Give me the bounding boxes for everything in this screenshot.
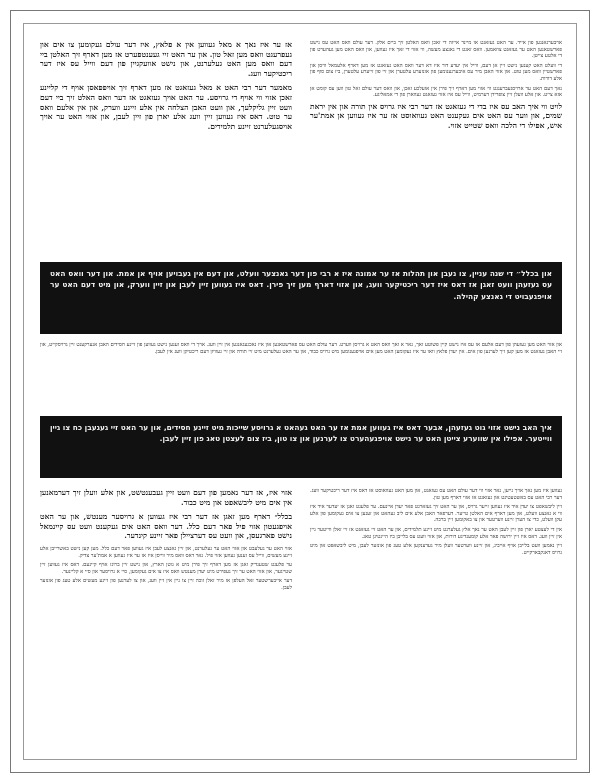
paragraph: ער פלעגט שטענדיק זאגן אז מען דארף זיך פירן מיט א גוטן הארץ, און נישט זיין ברוגז אויף קיינעם. דאס איז געווען זיין שטייגער, און אזוי האט ער זיך געפירט מיט יעדן מענטש וואס איז צו אים געקומען, סיי א גרויסער און סיי א קליינער.: [40, 562, 292, 575]
paragraph: נאך דעם האט ער ארויסגעברענגט ווי אזוי מען דארף זיך פירן אין אזעלכע זאכן, און וואס דער עולם זאל טון ווען עס קומט אן אזא צייט. און אלע וועלן זיין צופרידן דערמיט, ווייל עס איז אזוי געזאגט געווארן פון די אמאליגע.: [310, 85, 562, 99]
paragraph: דער אייבערשטער זאל העלפן אז מיר זאלן זוכה זיין צו גיין אין זיין וועג, און צו לערנען פון זיינע מעשים אלע טעג פון אונזער לעבן.: [40, 578, 292, 591]
bold-paragraph: אז ער איז נאך א מאל געווען אין א פלאץ, איז דער עולם געקומען צו אים און געפרעגט וואס מען זאל טון. און ער האט זיי געענטפערט אז מען דארף זיך האלטן ביי דעם וואס מען האט געלערנט, און נישט אוועקגיין פון דעם ווייל עס איז דער ריכטיקער וועג.: [40, 40, 292, 78]
lower-columns: [40, 488, 562, 735]
upper-left-column: [40, 40, 292, 252]
document-page: [40, 40, 562, 745]
paragraph: זיין ליבשאפט צו יעדן איד איז געווען זייער גרויס, און ער האט זיך געזארגט פאר יעדן איינעם. ער פלעגט זאגן אז יעדער איד איז ווי א גאנצע וועלט, און מען דארף אים האלטן טייער. דערפאר האבן אלע אים ליב געהאט און זענען צו אים געקומען פון אלע עקן וועלט, כדי צו הערן זיינע ווערטער און צו באקומען זיין ברכה.: [310, 504, 562, 524]
paragraph: אויבערגאנגען פון אייד. ער האט געזאגט או מיינד אייזה די זאכן וואס האלטן זיך ביים אלק. דער עולם וואס האט עס נישט פארשטאנען האט ער געזאגט צוזאמען. וואס זאגט די גאנצע מעשה, ווי אזוי די זאך איז געווען, און וואס האט מען געהערט פון די אלטע צייטן.: [310, 40, 562, 60]
bold-paragraph: מאמער דער רבי האט א מאל געזאגט אז מען דארף זיך אויפפאסן אויף די קליינע זאכן אזוי ווי אויף די גרויסע. ער האט אויך געזאגט אז דער וואס האלט זיך ביי דעם וועט זיין גליקלעך, און וועט האבן הצלחה אין אלע זיינע ווערק, און אין אלעם וואס ער טוט. דאס איז געווען זיין וועג אלע יארן פון זיין לעבן, און אזוי האט ער אויך אויסגעלערנט זיינע תלמידים.: [40, 83, 292, 131]
bold-paragraph: בכלל״ דארף מען זאגן אז דער רבי איז געווען א גרויסער מענטש, און ער האט אויפגעטון אזוי פיל פאר דעם כלל. דער וואס האט אים געקענט וועט עס קיינמאל נישט פארגעסן, און וועט עס דערציילן פאר זיינע קינדער.: [40, 512, 292, 541]
paragraph: געווען איז מען נאך אויך גייען, נאר אזוי ווי דער עולם האט עס געזאגט, און מען האט געוואוסט אז דאס איז דער ריכטיקער וועג. דער רבי האט עס באשטעטיגט און געזאגט אז אזוי דארף מען טון.: [310, 488, 562, 501]
full-width-text: און אזוי האט מען געזעהן פון דעם אלעם אז עס איז נישט קיין פשוטע זאך, נאר א זאך וואס האט א גרויסן ווערט. דער עולם האט עס פארשטאנען און איז נאכגעגאנגען אין זיין וועג. אויך די וואס זענען נישט געווען פון זיינע חסידים האבן אנערקענט זיין גרויסקייט, און זיי האבן געזאגט אז מען קען זיך לערנען פון אים. אין יעדן פלאץ וואו ער איז געקומען האט מען אים אויפגענומען מיט גרויס כבוד, און ער האט געלערנט מיט זיי תורה און זיי געוויזן דעם ריכטיקן וועג אין לעבן.: [40, 342, 562, 355]
lower-right-column: [310, 488, 562, 735]
bold-paragraph: לויט ווי איך האב עס איז בדי די געזאגט אז דער רבי איז גרויס אין תורה און אין יראת שמים, און ווער עס האט אים געקענט האט געוואוסט אז ער איז געווען אן אמת'ער איש, אפילו די הלכה וואס שטייט אזוי.: [310, 101, 562, 130]
upper-columns: [40, 40, 562, 252]
paragraph: די וועלט האט קענען נישט זיין אן דעם, ווייל אין יעדע דור איז דא דער וואס האט געזאגט אז מען דארף אלעמאל וויסן און פארשטיין וואס מען טוט. און אזוי האבן מיר עס איבערגענומען פון אונזערע עלטערן און זיי פון זייערע עלטערן, ביז צום סוף פון אלע דורות.: [310, 62, 562, 82]
lower-left-column: [40, 488, 292, 735]
bold-paragraph: אזוי איז, אז דער נאמען פון דעם וועט זיין געבענטשט, און אלע וועלן זיך דערמאנען אין אים מיט ליבשאפט און מיט כבוד.: [40, 488, 292, 507]
upper-right-column: [310, 40, 562, 252]
highlight-banner-bottom: איך האב נישט אזוי גוט געזעהן, אבער דאס איז געווען אמת אז ער האט געהאט א גרויסע שייכות מיט זיינע חסידים, און ער האט זיי געגעבן כח צו גיין ווייטער. אפילו אין שווערע צייטן האט ער נישט אויפגעהערט צו לערנען און צו טון, ביז צום לעצטן טאג פון זיין לעבן.: [40, 416, 562, 478]
paragraph: זיין נאמען וועט בלייבן אויף אייביג, און זיינע ווערטער וועלן מיר געדענקען אלע טעג פון אונזער לעבן, מיט ליבשאפט און מיט גרויס דאנקבארקייט.: [310, 543, 562, 556]
paragraph: אזוי האט ער געלעבט און אזוי האט ער געלערנט, און זיין גאנצע לעבן איז געווען פאר דעם כלל. מען קען נישט באשרייבן אלע זיינע מעשים, ווייל עס זענען געווען אזוי פיל. נאר דאס וואס מיר ווייסן איז אז ער איז געווען א אמת'ער צדיק.: [40, 545, 292, 559]
paragraph: אין די לעצטע יארן פון זיין לעבן האט ער נאך אלץ געלערנט מיט זיינע תלמידים, און ער האט זיי געזאגט אז זיי זאלן ווייטער גיין אין זיין וועג. דאס איז זיין ירושה פאר אלע קומענדיגע דורות, און אזוי וועט עס בלייבן ביז היינטיגן טאג.: [310, 526, 562, 540]
highlight-banner-top: און בכלל״ די שנה עניין, צו נעבן און תהלות אז ער אמונה איז א רבי פון דער גאנצער וועלט, און דעם אין געבויען אויף אן אמת. און דער וואס האט עס געזעהן וועט זאגן אז דאס איז דער ריכטיקער וועג, און אזוי דארף מען זיך פירן. דאס איז געווען זיין לעבן און זיין ווערק, און מיט דעם האט ער אויפגעבויט די גאנצע קהילה.: [40, 262, 562, 334]
